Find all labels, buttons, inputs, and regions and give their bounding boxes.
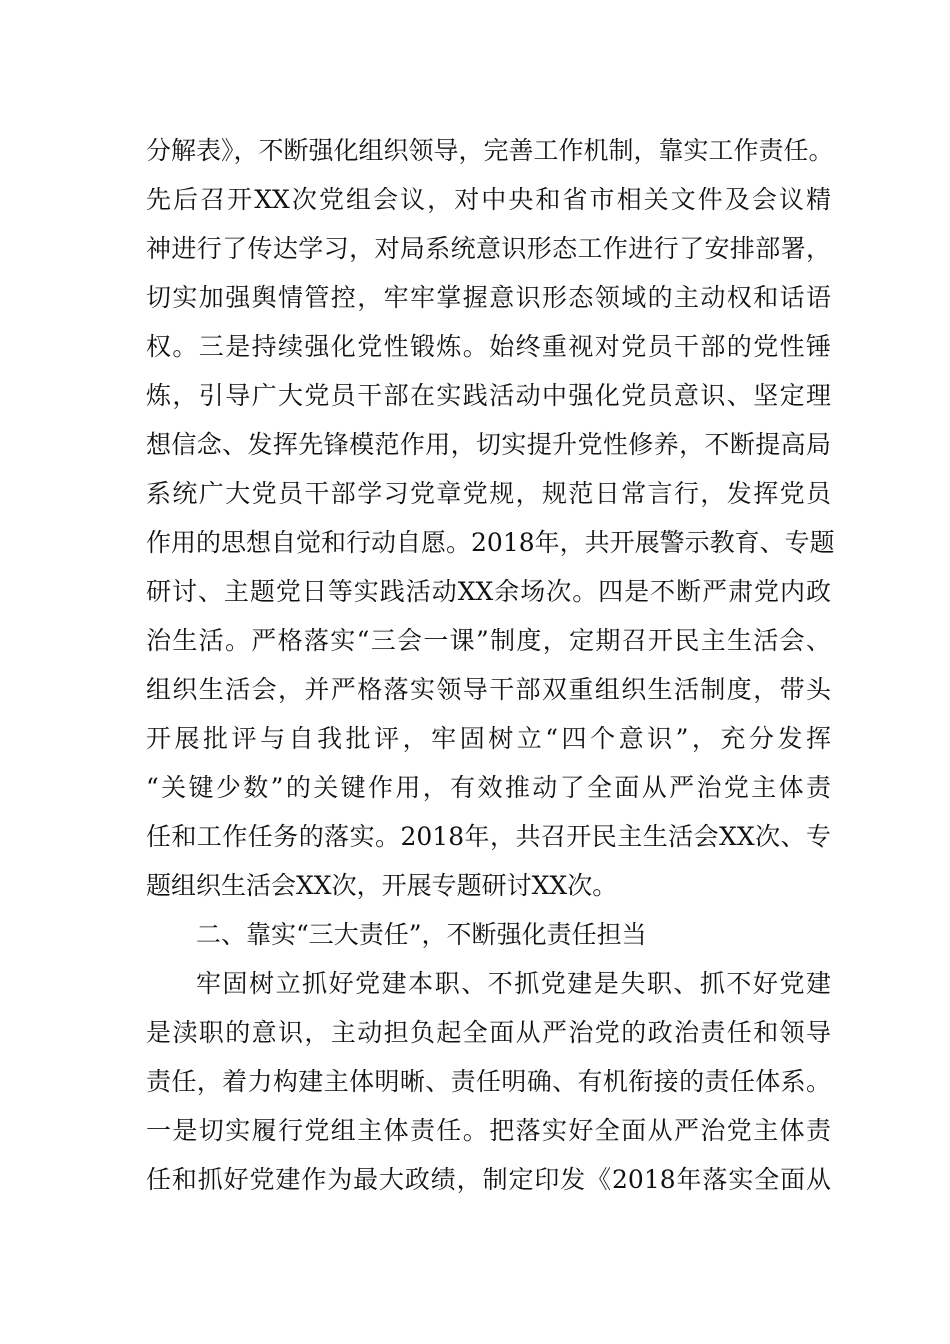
paragraph-line: 先后召开XX次党组会议，对中央和省市相关文件及会议精 [146, 185, 831, 214]
paragraph-line: 作用的思想自觉和行动自愿。2018年，共开展警示教育、专题 [146, 528, 835, 557]
document-body [146, 126, 835, 1204]
paragraph-line: 是渎职的意识，主动担负起全面从严治党的政治责任和领导 [146, 1018, 831, 1047]
paragraph-line: 牢固树立抓好党建本职、不抓党建是失职、抓不好党建 [196, 969, 831, 998]
paragraph-line: 治生活。严格落实“三会一课”制度，定期召开民主生活会、 [146, 626, 831, 655]
paragraph-line: 责任，着力构建主体明晰、责任明确、有机衔接的责任体系。 [146, 1067, 831, 1096]
paragraph-line: 想信念、发挥先锋模范作用，切实提升党性修养，不断提高局 [146, 430, 831, 459]
paragraph-line: 炼，引导广大党员干部在实践活动中强化党员意识、坚定理 [146, 381, 831, 410]
paragraph-line: 研讨、主题党日等实践活动XX余场次。四是不断严肃党内政 [146, 577, 831, 606]
section-heading: 二、靠实“三大责任”，不断强化责任担当 [196, 920, 647, 949]
paragraph-line: 开展批评与自我批评，牢固树立“四个意识”，充分发挥 [146, 724, 831, 753]
paragraph-line: 神进行了传达学习，对局系统意识形态工作进行了安排部署， [146, 234, 831, 263]
paragraph-line: 任和工作任务的落实。2018年，共召开民主生活会XX次、专 [146, 822, 831, 851]
paragraph-line: 权。三是持续强化党性锻炼。始终重视对党员干部的党性锤 [146, 332, 831, 361]
paragraph-line: 任和抓好党建作为最大政绩，制定印发《2018年落实全面从 [146, 1165, 831, 1194]
paragraph-line: 分解表》，不断强化组织领导，完善工作机制，靠实工作责任。 [146, 136, 834, 165]
paragraph-line: 一是切实履行党组主体责任。把落实好全面从严治党主体责 [146, 1116, 831, 1145]
paragraph-line: 切实加强舆情管控，牢牢掌握意识形态领域的主动权和话语 [146, 283, 831, 312]
paragraph-line: “关键少数”的关键作用，有效推动了全面从严治党主体责 [146, 773, 831, 802]
paragraph-line: 题组织生活会XX次，开展专题研讨XX次。 [146, 871, 618, 900]
paragraph-line: 系统广大党员干部学习党章党规，规范日常言行，发挥党员 [146, 479, 831, 508]
paragraph-line: 组织生活会，并严格落实领导干部双重组织生活制度，带头 [146, 675, 831, 704]
